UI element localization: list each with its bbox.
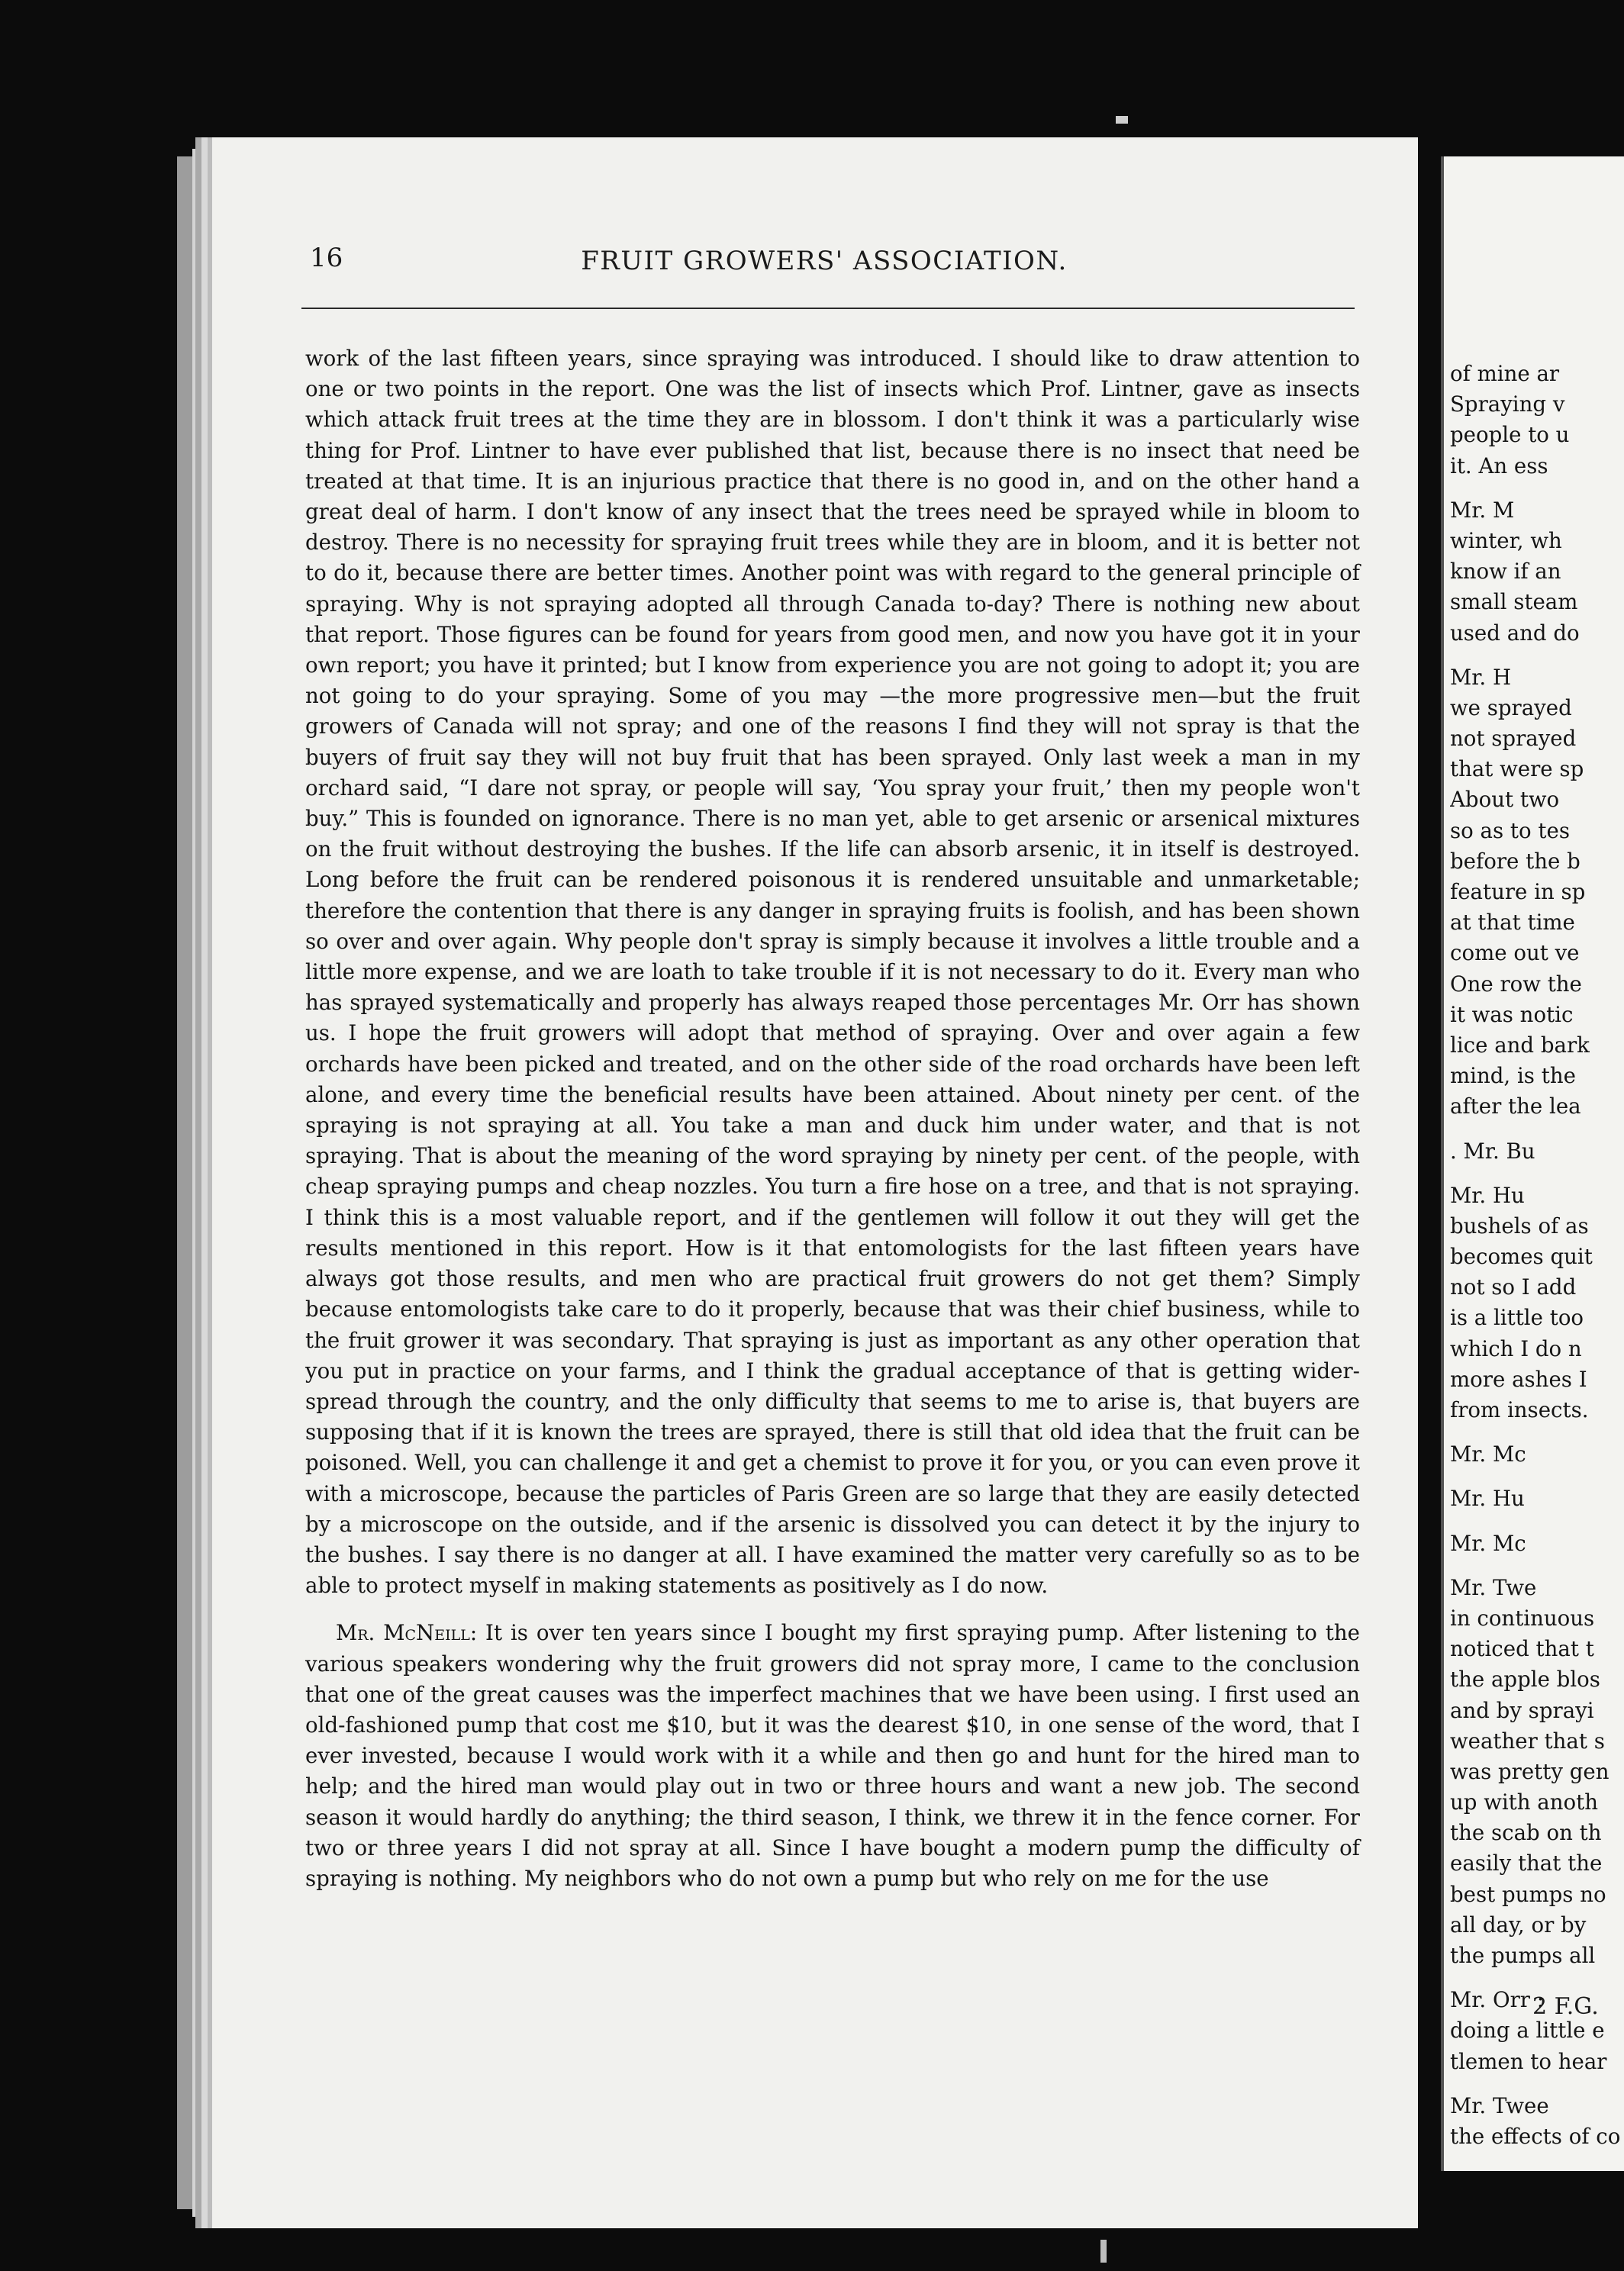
text-line-fragment: tlemen to hear xyxy=(1450,2048,1607,2074)
text-line-fragment: people to u xyxy=(1450,422,1570,448)
text-line-fragment: it was notic xyxy=(1450,1001,1574,1027)
line-gap xyxy=(1450,1167,1624,1181)
page-stack-edge xyxy=(177,156,192,2209)
text-line-fragment: come out ve xyxy=(1450,940,1580,966)
text-line-fragment: Spraying v xyxy=(1450,391,1565,417)
line-gap xyxy=(1450,1123,1624,1136)
text-line-fragment: we sprayed xyxy=(1450,694,1572,720)
text-line-fragment: so as to tes xyxy=(1450,817,1570,843)
text-line-fragment: best pumps no xyxy=(1450,1881,1606,1907)
text-line-fragment: doing a little e xyxy=(1450,2018,1605,2044)
text-line-fragment: Mr. Hu xyxy=(1450,1182,1525,1208)
paragraph xyxy=(305,1618,1360,1894)
body-text xyxy=(305,343,1360,1894)
text-line-fragment: at that time xyxy=(1450,910,1575,936)
text-line-fragment: small steam xyxy=(1450,589,1578,615)
line-gap xyxy=(1450,1971,1624,1985)
text-line-fragment: not sprayed xyxy=(1450,726,1577,752)
text-line-fragment: up with anoth xyxy=(1450,1789,1598,1815)
text-line-fragment: lice and bark xyxy=(1450,1032,1590,1058)
text-line-fragment: weather that s xyxy=(1450,1728,1605,1754)
text-line-fragment: easily that the xyxy=(1450,1851,1603,1876)
text-line-fragment: Mr. Mc xyxy=(1450,1442,1526,1467)
text-line-fragment: used and do xyxy=(1450,620,1580,646)
text-line-fragment: all day, or by xyxy=(1450,1912,1587,1938)
text-line-fragment: and by sprayi xyxy=(1450,1697,1594,1723)
text-line-fragment: the apple blos xyxy=(1450,1667,1600,1693)
right-page-text xyxy=(1450,359,1624,2152)
text-line-fragment: . Mr. Bu xyxy=(1450,1138,1535,1164)
text-line-fragment: it. An ess xyxy=(1450,453,1548,478)
text-line-fragment: Mr. Twee xyxy=(1450,2092,1549,2118)
line-gap xyxy=(1450,482,1624,495)
text-line-fragment: know if an xyxy=(1450,559,1561,585)
line-gap xyxy=(1450,2077,1624,2091)
text-line-fragment: in continuous xyxy=(1450,1605,1595,1631)
text-line-fragment: that were sp xyxy=(1450,756,1584,782)
text-line-fragment: Mr. Hu xyxy=(1450,1486,1525,1512)
page-number: 16 xyxy=(310,243,343,273)
text-line-fragment: from insects. xyxy=(1450,1397,1589,1422)
scan-mark xyxy=(1116,116,1128,124)
line-gap xyxy=(1450,1515,1624,1528)
header-rule xyxy=(301,308,1355,309)
text-line-fragment: feature in sp xyxy=(1450,879,1586,904)
text-line-fragment: the effects of co xyxy=(1450,2123,1621,2149)
text-line-fragment: Mr. H xyxy=(1450,664,1512,690)
line-gap xyxy=(1450,1470,1624,1483)
text-line-fragment: which I do n xyxy=(1450,1335,1582,1361)
line-gap xyxy=(1450,649,1624,662)
line-gap xyxy=(1450,1425,1624,1439)
text-line-fragment: Mr. Orr : xyxy=(1450,1987,1545,2013)
text-line-fragment: before the b xyxy=(1450,848,1580,874)
text-line-fragment: Mr. Twe xyxy=(1450,1574,1537,1600)
running-head: FRUIT GROWERS' ASSOCIATION. xyxy=(581,246,1068,276)
scan-mark xyxy=(1100,2240,1107,2263)
text-line-fragment: of mine ar xyxy=(1450,361,1560,386)
text-line-fragment: becomes quit xyxy=(1450,1244,1593,1270)
text-line-fragment: not so I add xyxy=(1450,1274,1577,1300)
text-line-fragment: noticed that t xyxy=(1450,1636,1594,1662)
text-line-fragment: winter, wh xyxy=(1450,527,1562,553)
text-line-fragment: One row the xyxy=(1450,971,1582,997)
text-line-fragment: more ashes I xyxy=(1450,1366,1587,1392)
signature-mark: 2 F.G. xyxy=(1532,1993,1599,2020)
text-line-fragment: About two xyxy=(1450,787,1560,813)
line-gap xyxy=(1450,1559,1624,1573)
text-line-fragment: the scab on th xyxy=(1450,1820,1602,1846)
paragraph-text: : It is over ten years since I bought my first spraying pump. After listening to the various speakers wondering why the fruit growers did not spray more, I came to the conclusion that one of the great causes was the imperfect machines that we have been using. I first used an old-fashioned pump that cost me $10, but it was the dearest $10, in one sense of the word, that I ever invested, because I would work with it a while and then go and hunt for the hired man to help; and the hired man would play out in two or three hours and want a new job. The second season it would hardly do anything; the third season, I think, we threw it in the fence corner. For two or three years I did not spray at all. Since I have bought a modern pump the difficulty of spraying is nothing. My neighbors who do not own a pump but who rely on me for the use xyxy=(305,1620,1360,1891)
text-line-fragment: Mr. M xyxy=(1450,497,1515,523)
speaker-name: Mr. McNeill xyxy=(336,1620,470,1646)
text-line-fragment: is a little too xyxy=(1450,1305,1584,1331)
text-line-fragment: Mr. Mc xyxy=(1450,1530,1526,1556)
text-line-fragment: was pretty gen xyxy=(1450,1758,1610,1784)
text-line-fragment: bushels of as xyxy=(1450,1213,1589,1239)
page-stack-edge xyxy=(192,149,206,2217)
paragraph: work of the last fifteen years, since spraying was introduced. I should like to draw attention to one or two points in the report. One was the list of insects which Prof. Lintner, gave as insects which attack fruit trees at the time they are in blossom. I don't think it was a particularly wise thing for Prof. Lintner to have ever published that list, because there is no insect that need be treated at that time. It is an injurious practice that there is no good in, and on the other hand a great deal of harm. I don't know of any insect that the trees need be sprayed while in bloom to destroy. There is no necessity for spraying fruit trees while they are in bloom, and it is better not to do it, because there are better times. Another point was with regard to the general principle of spraying. Why is not spraying adopted all through Canada to-day? There is nothing new about that report. Those figures can be found for years from good men, and now you have got it in your own report; you have it printed; but I know from experience you are not going to adopt it; you are not going to do your spraying. Some of you may —the more progressive men—but the fruit growers of Canada will not spray; and one of the reasons I find they will not spray is that the buyers of fruit say they will not buy fruit that has been sprayed. Only last week a man in my orchard said, “I dare not spray, or people will say, ‘You spray your fruit,’ then my people won't buy.” This is founded on ignorance. There is no man yet, able to get arsenic or arsenical mixtures on the fruit without destroying the bushes. If the life can absorb arsenic, it in itself is destroyed. Long before the fruit can be rendered poisonous it is rendered unsuitable and unmarketable; therefore the contention that there is any danger in spraying fruits is foolish, and has been shown so over and over again. Why people don't spray is simply because it involves a little trouble and a little more expense, and we are loath to take trouble if it is not necessary to do it. Every man who has sprayed systematically and properly has always reaped those percentages Mr. Orr has shown us. I hope the fruit growers will adopt that method of spraying. Over and over again a few orchards have been picked and treated, and on the other side of the road orchards have been left alone, and every time the beneficial results have been attained. About ninety per cent. of the spraying is not spraying at all. You take a man and duck him under water, and that is not spraying. That is about the meaning of the word spraying by ninety per cent. of the people, with cheap spraying pumps and cheap nozzles. You turn a fire hose on a tree, and that is not spraying. I think this is a most valuable report, and if the gentlemen will follow it out they will get the results mentioned in this report. How is it that entomologists for the last fifteen years have always got those results, and men who are practical fruit growers do not get them? Simply because entomologists take care to do it properly, because that was their chief business, while to the fruit grower it was secondary. That spraying is just as important as any other operation that you put in practice on your farms, and I think the gradual acceptance of that is getting wider-spread through the country, and the only difficulty that seems to me to arise is, that buyers are supposing that if it is known the trees are sprayed, there is still that old idea that the fruit can be poisoned. Well, you can challenge it and get a chemist to prove it for you, or you can even prove it with a microscope, because the particles of Paris Green are so large that they are easily detected by a microscope on the outside, and if the arsenic is dissolved you can detect it by the injury to the bushes. I say there is no danger at all. I have examined the matter very carefully so as to be able to protect myself in making statements as positively as I do now. xyxy=(305,346,1360,1599)
text-line-fragment: after the lea xyxy=(1450,1094,1581,1119)
text-line-fragment: the pumps all xyxy=(1450,1943,1596,1968)
text-line-fragment: mind, is the xyxy=(1450,1063,1576,1089)
